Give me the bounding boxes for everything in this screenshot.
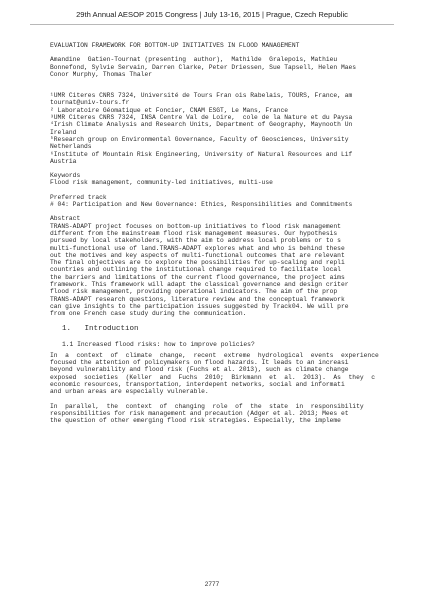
paragraph-line: responsibilities for risk management and precaution (Adger et al. 2013; Mees et — [50, 409, 349, 417]
abstract-line: flood risk management, providing operational indicators. The aim of the prop — [50, 288, 338, 296]
subsection-title: Increased flood risks: how to improve policies? — [77, 340, 255, 348]
track-text: # 04: Participation and New Governance: Ethics, Responsibilities and Commitments — [50, 201, 353, 209]
paragraph-line: and urban areas are especially vulnerable. — [50, 388, 209, 396]
affiliation-line: Ireland — [50, 128, 77, 136]
abstract-line: different from the mainstream flood risk management measures. Our hypothesis — [50, 229, 338, 237]
section-heading-introduction — [62, 325, 416, 334]
abstract-line: pursued by local stakeholders, with the aim to address local problems or to s — [50, 237, 341, 245]
running-header: 29th Annual AESOP 2015 Congress | July 13-16, 2015 | Prague, Czech Republic — [76, 10, 348, 19]
paragraph-line: In a context of climate change, recent extreme hydrological events experience — [50, 351, 379, 359]
affiliation-line: Austria — [50, 157, 77, 165]
author-line: Conor Murphy, Thomas Thaler — [50, 70, 153, 78]
affiliation-line: ⁵Research group on Environmental Governance, Faculty of Geosciences, University — [50, 135, 349, 143]
subsection-number: 1.1 — [62, 340, 74, 348]
affiliation-list — [50, 92, 416, 165]
affiliation-line: tournat@univ-tours.fr — [50, 99, 130, 107]
abstract-line: the barriers and limitations of the current flood governance, the project aims — [50, 273, 345, 281]
affiliation-line: ³UMR Citeres CNRS 7324, INSA Centre Val de Loire, cole de la Nature et du Paysa — [50, 114, 353, 122]
keywords-heading: Keywords — [50, 172, 81, 180]
abstract-line: TRANS-ADAPT research questions, literature review and the conceptual framework — [50, 295, 345, 303]
abstract-line: The final objectives are to explore the possibilities for up-scaling and repli — [50, 259, 345, 267]
abstract-body — [50, 223, 416, 318]
abstract-line: countries and outlining the institutional change required to facilitate local — [50, 266, 341, 274]
page-number: 2777 — [204, 581, 220, 588]
keywords-text: Flood risk management, community-led initiatives, multi-use — [50, 179, 273, 187]
section-number: 1. — [62, 324, 72, 333]
section-title: Introduction — [84, 324, 139, 333]
abstract-line: from one French case study during the communication. — [50, 310, 247, 318]
affiliation-line: ⁶Institute of Mountain Risk Engineering, University of Natural Resources and Lif — [50, 150, 353, 158]
paragraph — [50, 403, 416, 425]
paragraph-line: focused the attention of policymakers on flood hazards. It leads to an increasi — [50, 359, 349, 367]
abstract-heading: Abstract — [50, 215, 81, 223]
author-line: Amandine Gatien-Tournat (presenting author), Mathilde Gralepois, Mathieu — [50, 56, 338, 64]
abstract-line: framework. This framework will adapt the classical governance and design criter — [50, 281, 349, 289]
paragraph-line: beyond vulnerability and flood risk (Fuchs et al. 2013), such as climate change — [50, 366, 349, 374]
paragraph — [50, 352, 416, 396]
abstract-line: can give insights to the participation issues suggested by Track04. We will pre — [50, 302, 349, 310]
paragraph-line: In parallel, the context of changing role of the state in responsibility — [50, 402, 364, 410]
track-heading: Preferred track — [50, 193, 107, 201]
author-line: Bonnefond, Sylvie Servain, Darren Clarke, Peter Driessen, Sue Tapsell, Helen Maes — [50, 63, 357, 71]
abstract-line: out the motives and key aspects of multi-functional outcomes that are relevant — [50, 251, 345, 259]
paragraph-line: exposed societies (Keller and Fuchs 2010; Birkmann et al. 2013). As they c — [50, 373, 375, 381]
affiliation-line: ¹UMR Citeres CNRS 7324, Université de Tours Fran ois Rabelais, TOURS, France, am — [50, 92, 353, 100]
header-rule — [30, 24, 394, 25]
paper-body — [50, 42, 416, 572]
abstract-line: multi-functional use of land.TRANS-ADAPT explores what and who is behind these — [50, 244, 345, 252]
paragraph-line: economic resources, transportation, interdepent networks, social and informati — [50, 380, 345, 388]
affiliation-line: Netherlands — [50, 143, 92, 151]
abstract-line: TRANS-ADAPT project focuses on bottom-up initiatives to flood risk management — [50, 222, 341, 230]
affiliation-line: ² Laboratoire Géomatique et Foncier, CNAM ESGT, Le Mans, France — [50, 106, 289, 114]
author-list — [50, 56, 416, 78]
paragraph-line: the question of other emerging flood risk strategies. Especially, the impleme — [50, 417, 341, 425]
affiliation-line: ⁴Irish Climate Analysis and Research Units, Department of Geography, Maynooth Un — [50, 121, 353, 129]
paper-title: EVALUATION FRAMEWORK FOR BOTTOM-UP INITIATIVES IN FLOOD MANAGEMENT — [50, 42, 300, 49]
subsection-heading — [62, 341, 416, 348]
